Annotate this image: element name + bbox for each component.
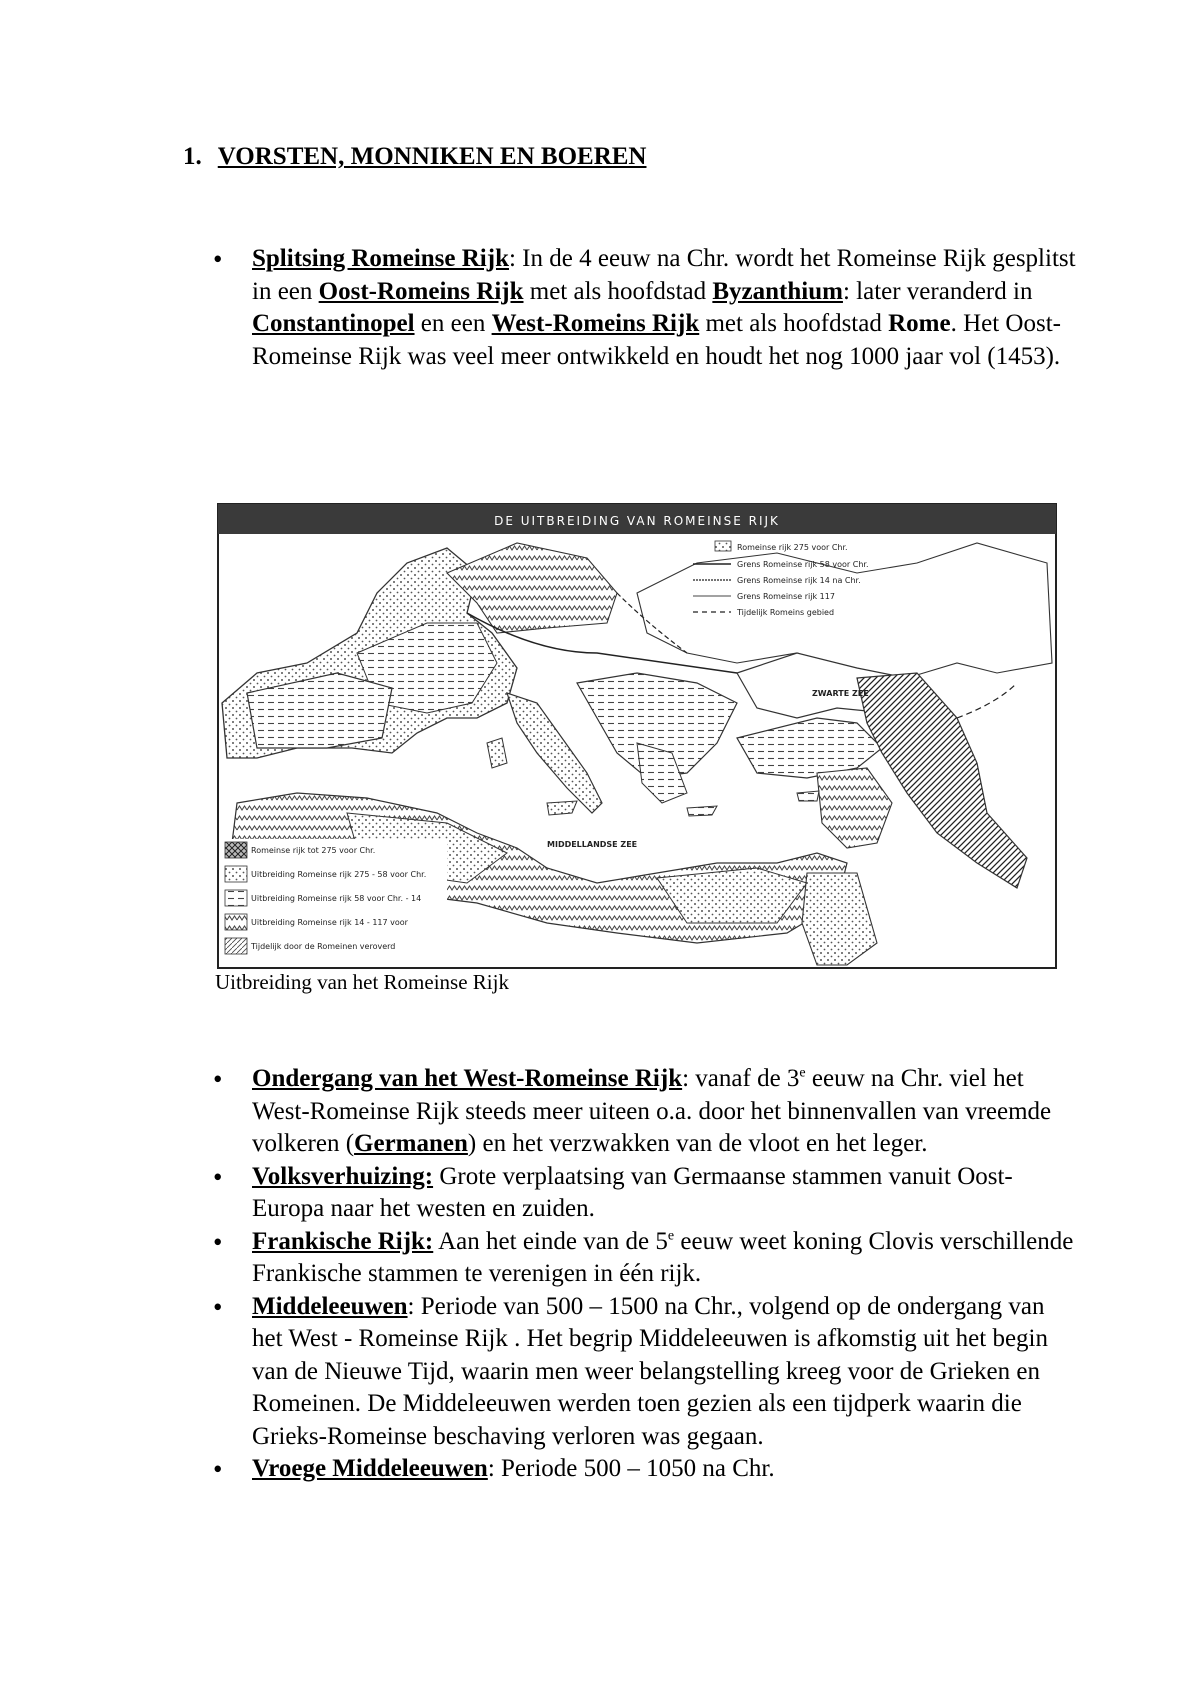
svg-text:Uitbreiding Romeinse rijk 14 -: Uitbreiding Romeinse rijk 14 - 117 voor [251,918,408,927]
roman-empire-map [217,503,1057,969]
svg-text:Tijdelijk Romeins gebied: Tijdelijk Romeins gebied [737,608,835,617]
svg-text:Romeinse rijk 275 voor Chr.: Romeinse rijk 275 voor Chr. [737,543,848,552]
svg-text:Grens Romeinse rijk 117: Grens Romeinse rijk 117 [737,592,835,601]
svg-text:Grens Romeinse rijk 14 na Chr.: Grens Romeinse rijk 14 na Chr. [737,576,861,585]
term-oost-romeins-rijk: Oost-Romeins Rijk [318,277,524,305]
term-byzanthium: Byzanthium [712,277,843,305]
term-rome: Rome [888,310,951,337]
svg-text:Grens Romeinse rijk 58 voor Ch: Grens Romeinse rijk 58 voor Chr. [737,560,869,569]
term-frankische-rijk: Frankische Rijk: [252,1227,434,1255]
section-heading [183,143,646,171]
bullet-list-intro [0,243,1076,373]
section-number: 1. [183,143,202,170]
list-item-frankische-rijk: • Frankische Rijk: Aan het einde van de 5e eeuw weet koning Clovis verschillende Frankische stammen te verenigen in één rijk. [0,1226,1076,1291]
svg-text:Romeinse rijk tot 275 voor Chr: Romeinse rijk tot 275 voor Chr. [251,846,376,855]
map-image [217,503,1057,969]
list-item-ondergang: • Ondergang van het West-Romeinse Rijk: vanaf de 3e eeuw na Chr. viel het West-Romeinse Rijk steeds meer uiteen o.a. door het binnenvallen van vreemde volkeren (Germanen) en het verzwakken van de vloot en het leger. [0,1063,1076,1161]
term-west-romeins-rijk: West-Romeins Rijk [491,310,700,337]
term-constantinopel: Constantinopel [252,310,415,337]
list-item-vroege-middeleeuwen: • Vroege Middeleeuwen: Periode 500 – 1050 na Chr. [0,1453,1076,1486]
bullet-list-main [0,1063,1076,1486]
map-title: DE UITBREIDING VAN ROMEINSE RIJK [494,514,780,528]
list-item-splitsing: • Splitsing Romeinse Rijk: In de 4 eeuw na Chr. wordt het Romeinse Rijk gesplitst in een Oost-Romeins Rijk met als hoofdstad Byzanthium: later veranderd in Constantinopel en een West-Romeins Rijk met als hoofdstad Rome. Het Oost-Romeinse Rijk was veel meer ontwikkeld en houdt het nog 1000 jaar vol (1453). [0,243,1076,373]
map-figure [217,503,1057,969]
figure-caption: Uitbreiding van het Romeinse Rijk [215,970,509,994]
svg-text:Tijdelijk door de Romeinen ver: Tijdelijk door de Romeinen veroverd [251,942,396,951]
svg-text:Uitbreiding Romeinse rijk 275: Uitbreiding Romeinse rijk 275 - 58 voor Chr. [251,870,427,879]
map-label-black-sea: ZWARTE ZEE [812,689,869,698]
term-volksverhuizing: Volksverhuizing: [252,1162,434,1190]
list-item-middeleeuwen: • Middeleeuwen: Periode van 500 – 1500 na Chr., volgend op de ondergang van het West - Romeinse Rijk . Het begrip Middeleeuwen is afkomstig uit het begin van de Nieuwe Tijd, waarin men weer belangstelling kreeg voor de Grieken en Romeinen. De Middeleeuwen werden toen gezien als een tijdperk waarin die Grieks-Romeinse beschaving verloren was gegaan. [0,1291,1076,1454]
map-legend-bottom [222,839,447,967]
term-ondergang: Ondergang van het West-Romeinse Rijk [252,1065,683,1092]
list-item-volksverhuizing: • Volksverhuizing: Grote verplaatsing van Germaanse stammen vanuit Oost-Europa naar het westen en zuiden. [0,1161,1076,1226]
map-label-mediterranean: MIDDELLANDSE ZEE [547,840,638,849]
section-title: VORSTEN, MONNIKEN EN BOEREN [217,143,647,170]
term-vroege-middeleeuwen: Vroege Middeleeuwen [252,1455,488,1482]
svg-text:Uitbreiding Romeinse rijk 58 v: Uitbreiding Romeinse rijk 58 voor Chr. - 14 [251,894,422,903]
term-middeleeuwen: Middeleeuwen [252,1292,408,1320]
term-splitsing: Splitsing Romeinse Rijk [252,245,509,272]
term-germanen: Germanen [354,1130,468,1157]
